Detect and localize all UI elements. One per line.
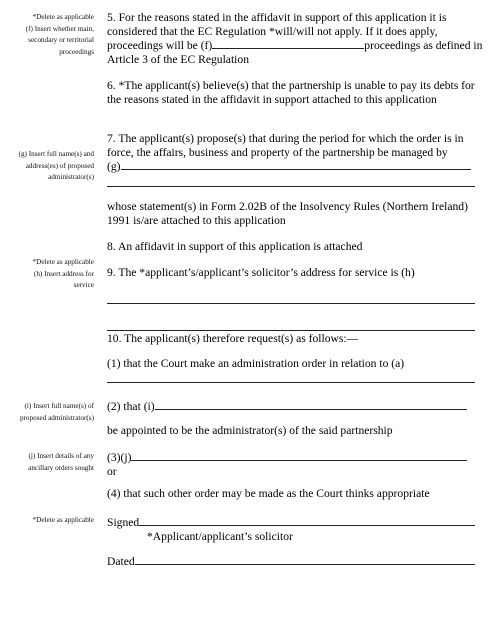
administrator-name-request-field[interactable] [155,399,467,410]
request-1: (1) that the Court make an administration order in relation to (a) [107,357,405,370]
signature-field[interactable] [139,515,475,526]
signed-block: Signed *Applicant/applicant’s solicitor [107,515,489,543]
service-address-line-2[interactable] [107,330,475,331]
paragraph-7: 7. The applicant(s) propose(s) that during the period for which the order is in force, the affairs, business and property of the partnership be managed by (g) [107,132,489,174]
margin-note-delete-1: *Delete as applicable (f) Insert whether main, secondary or territorial proceedings [25,13,94,56]
paragraph-5: 5. For the reasons stated in the affidavit in support of this application it is considered that the EC Regulation *will/will not apply. If it does apply, proceedings will be (f) proceedings as defined in Article 3 of the EC Regulation [107,11,483,66]
service-address-line-1[interactable] [107,303,475,304]
paragraph-6: 6. *The applicant(s) believe(s) that the partnership is unable to pay its debts for the reasons stated in the affidavit in support attached to this application [107,79,475,106]
request-2: (2) that (i) [107,399,489,414]
margin-note-h: *Delete as applicable (h) Insert address for service [32,258,94,289]
administrator-name-field[interactable] [121,159,471,170]
administrator-address-line[interactable] [107,186,475,187]
ancillary-orders-field[interactable] [131,450,467,461]
margin-note-j: (j) Insert details of any ancillary orders sought [28,452,94,472]
date-field[interactable] [135,554,475,565]
appointed-text: be appointed to be the administrator(s) of the said partnership [107,424,393,437]
margin-note-g: (g) Insert full name(s) and address(es) of proposed administrator(s) [18,150,94,181]
paragraph-10: 10. The applicant(s) therefore request(s) as follows:— [107,332,359,345]
proceedings-type-field[interactable] [212,38,364,49]
paragraph-9: 9. The *applicant’s/applicant’s solicitor’s address for service is (h) [107,266,415,279]
request-4: (4) that such other order may be made as the Court thinks appropriate [107,487,430,500]
statement-paragraph: whose statement(s) in Form 2.02B of the Insolvency Rules (Northern Ireland) 1991 is/are attached to this application [107,200,468,227]
margin-note-delete-2: *Delete as applicable [32,516,94,524]
margin-note-i: (i) Insert full name(s) of proposed administrator(s) [19,402,94,422]
paragraph-8: 8. An affidavit in support of this application is attached [107,240,363,253]
dated-block: Dated [107,554,489,569]
request-3: (3)(j) or [107,450,489,478]
request-1-line[interactable] [107,382,475,383]
